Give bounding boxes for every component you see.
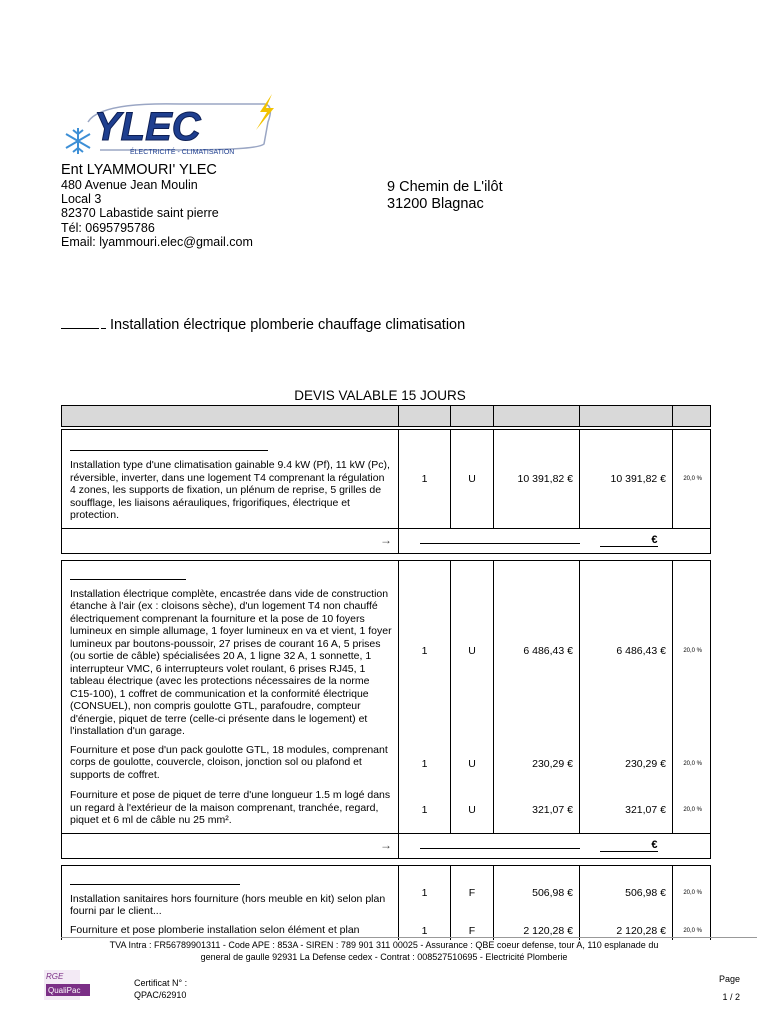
item-qty: 1 [399,865,451,922]
item-description: Installation sanitaires hors fourniture (hors meuble en kit) selon plan fourni par le client... [70,892,386,917]
subject-text: Installation électrique plomberie chauffage climatisation [110,317,466,333]
item-description: Installation électrique complète, encastrée dans vide de construction étanche à l'air (ex : cloisons sèche), d'un logement T4 non chauffé électriquement comprenant la fourniture et la pose de 10 foyers lumineux en simple allumage, 1 foyer lumineux en va et vient, 1 foyer lumineux par boutons-poussoir, 27 prises de courant 16 A, 5 prises (ou sortie de câble) spécialisées 20 A, 1 ligne 32 A, 1 sonnette, 1 interrupteur VMC, 6 interrupteurs volet roulant, 6 prises RJ45, 1 tableau électrique (avec les protections nécessaires de la norme C15-100), 1 coffret de communication et la conformité électrique (CONSUEL), non compris goulotte GTL, parafoudre, compteur d'énergie, piquet de terre (celle-ci présente dans le logement) et l'installation d'un garage. [70,587,392,737]
item-vat: 20,0 % [673,560,711,742]
item-vat: 20,0 % [673,787,711,833]
item-total: 2 120,28 € [580,922,673,941]
item-unit-price: 6 486,43 € [494,560,580,742]
item-total: 321,07 € [580,787,673,833]
item-unit: F [451,922,494,941]
company-address-1: 480 Avenue Jean Moulin [61,178,198,192]
item-description: Fourniture et pose d'un pack goulotte GTL, 18 modules, comprenant corps de goulotte, couvercle, cloison, jonction sol ou plafond et supports de coffret. [62,742,399,788]
section-subtotal [62,833,711,858]
item-total: 10 391,82 € [580,430,673,529]
item-unit: U [451,742,494,788]
item-unit-price: 230,29 € [494,742,580,788]
subtotal-currency: € [600,534,658,548]
badge-qualipac-text: QualiPac [48,986,81,995]
item-total: 506,98 € [580,865,673,922]
subtotal-arrow-icon: → [62,528,399,553]
company-phone: Tél: 0695795786 [61,220,155,235]
item-unit: U [451,560,494,742]
item-unit-price: 321,07 € [494,787,580,833]
client-city: 31200 Blagnac [387,196,484,212]
item-unit: U [451,787,494,833]
lightning-icon [256,94,274,130]
table-row [62,787,711,833]
item-total: 6 486,43 € [580,560,673,742]
item-vat: 20,0 % [673,430,711,529]
item-unit-price: 10 391,82 € [494,430,580,529]
company-address-2: Local 3 [61,192,102,207]
subtotal-arrow-icon: → [62,833,399,858]
item-qty: 1 [399,560,451,742]
table-row [62,560,711,742]
item-unit-price: 506,98 € [494,865,580,922]
company-email: Email: lyammouri.elec@gmail.com [61,234,253,249]
certificate-block [134,978,187,1001]
certificate-label: Certificat N° : [134,978,188,988]
legal-line-1: TVA Intra : FR56789901311 - Code APE : 853A - SIREN : 789 901 311 00025 - Assurance : QBE coeur defense, tour A, 110 esplanade du [109,940,659,950]
quote-validity: DEVIS VALABLE 15 JOURS [294,388,466,403]
item-total: 230,29 € [580,742,673,788]
subject-blank [61,316,99,329]
page-indicator [710,970,740,1006]
certificate-number: QPAC/62910 [134,989,187,1000]
rge-qualipac-badge [42,968,92,1006]
item-unit: F [451,865,494,922]
section-title-line [70,442,268,451]
sender-block [61,162,253,249]
page-number: 1 / 2 [722,992,740,1002]
company-logo [60,92,280,160]
footer-divider [61,937,757,938]
table-header [62,406,711,427]
item-unit-price: 2 120,28 € [494,922,580,941]
subtotal-currency: € [600,839,658,853]
item-description: Installation type d'une climatisation gainable 9.4 kW (Pf), 11 kW (Pc), réversible, inverter, dans une logement T4 comprenant la régulation 4 zones, les supports de fixation, un plénum de reprise, 5 grilles de soufflage, les liaisons aérauliques, frigorifiques, électrique et protection. [70,459,390,521]
quote-table [61,405,711,940]
company-city: 82370 Labastide saint pierre [61,206,219,221]
item-qty: 1 [399,430,451,529]
item-description: Fourniture et pose plomberie installation selon élément et plan [62,922,399,941]
table-row [62,742,711,788]
item-description: Fourniture et pose de piquet de terre d'une longueur 1.5 m logé dans un regard à l'extérieur de la maison comprenant, tranchée, regard, piquet et 6 ml de câble nu 25 mm². [62,787,399,833]
section-title-line [70,571,186,580]
subject-blank-2 [101,316,106,329]
quote-subject [61,316,465,333]
legal-footer [0,940,768,963]
item-vat: 20,0 % [673,922,711,941]
logo-text: YLEC [94,105,201,149]
item-qty: 1 [399,787,451,833]
snowflake-icon [66,128,90,154]
table-row [62,430,711,529]
client-address: 9 Chemin de L'ilôt [387,179,503,195]
legal-line-2: general de gaulle 92931 La Defense cedex - Contrat : 008527510695 - Electricité Plomberie [200,951,568,962]
logo-subtitle: ÉLECTRICITÉ - CLIMATISATION [130,149,235,156]
item-vat: 20,0 % [673,865,711,922]
item-unit: U [451,430,494,529]
section-title-line [70,876,240,885]
table-row [62,865,711,922]
item-qty: 1 [399,922,451,941]
item-qty: 1 [399,742,451,788]
client-block [387,179,503,213]
company-name: Ent LYAMMOURI' YLEC [61,162,217,178]
section-subtotal [62,528,711,553]
item-vat: 20,0 % [673,742,711,788]
subtotal-line [420,838,580,849]
badge-rge-text: RGE [46,972,64,981]
subtotal-line [420,533,580,544]
page-label: Page [718,974,740,984]
